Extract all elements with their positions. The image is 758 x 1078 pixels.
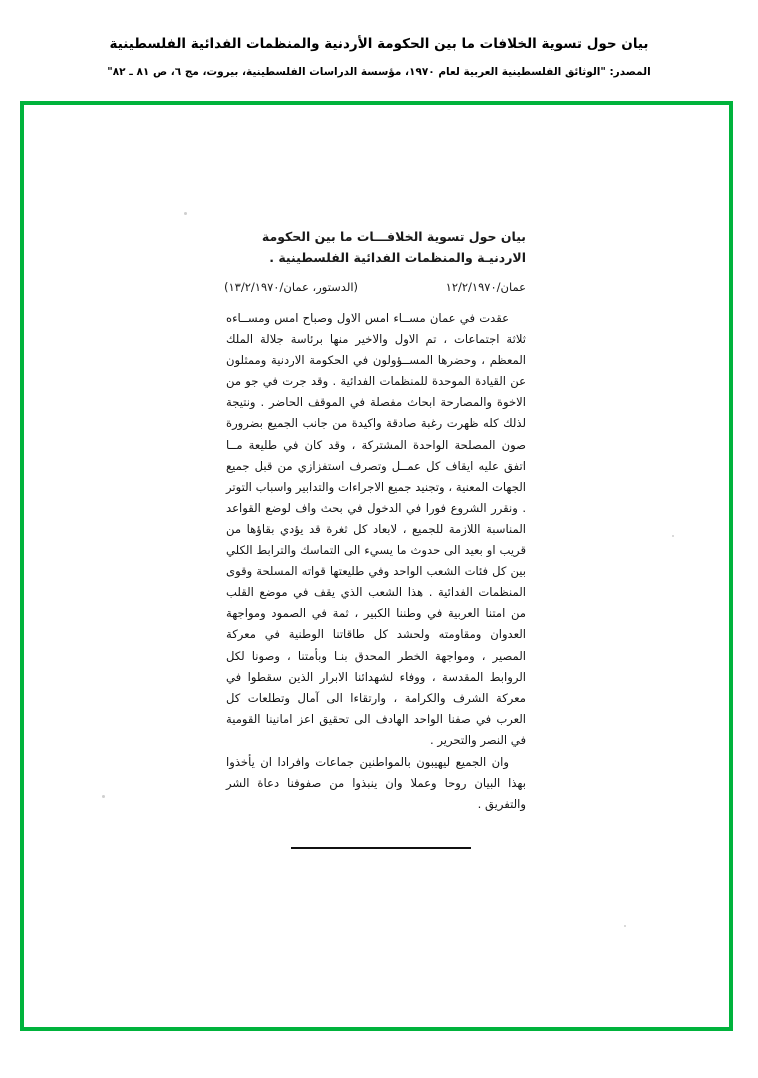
horizontal-rule <box>291 847 471 849</box>
page-header <box>0 0 758 80</box>
scan-speck <box>102 795 105 798</box>
scan-speck <box>184 212 187 215</box>
document-scan-area <box>24 105 729 1027</box>
source-reference: (الدستور، عمان/١٣/٢/١٩٧٠) <box>224 280 359 294</box>
document-dateline <box>224 280 526 294</box>
scan-speck <box>624 925 626 927</box>
document-heading: بيان حول تسوية الخلافـــات ما بين الحكومة الاردنيـة والمنظمات الفدائية الفلسطينية . <box>261 229 526 265</box>
page-title: بيان حول تسوية الخلافات ما بين الحكومة الأردنية والمنظمات الفدائية الفلسطينية <box>109 36 649 52</box>
document-frame <box>20 101 733 1031</box>
scan-speck <box>672 535 674 537</box>
scanned-document <box>24 105 729 1027</box>
place-date: عمان/١٢/٢/١٩٧٠ <box>445 280 526 294</box>
paragraph-1: عقدت في عمان مســاء امس الاول وصباح امس ومســاءه ثلاثة اجتماعات ، تم الاول والاخير منها برئاسة جلالة الملك المعظم ، وحضرها المســؤولون في الحكومة الاردنية وممثلون عن القيادة الموحدة للمنظمات الفدائية . وقد جرت في جو من الاخوة والمصارحة ابحاث مفصلة في الموقف الحاضر . ونتيجة لذلك كله ظهرت رغبة صادقة واكيدة من جانب الجميع بضرورة صون المصلحة الواحدة المشتركة ، وقد كان في طليعة مــا اتفق عليه ايقاف كل عمــل وتصرف استفزازي من قبل جميع الجهات المعنية ، وتجنيد جميع الاجراءات والتدابير واسباب التوتر . ونقرر الشروع فورا في الدخول في بحث واف لوضع القواعد المناسبة اللازمة للجميع ، لابعاد كل ثغرة قد يؤدي بقاؤها من قريب او بعيد الى حدوث ما يسيء الى التماسك والترابط الكلي بين كل فئات الشعب الواحد وفي طليعتها قواته المسلحة وقوى المنظمات الفدائية . هذا الشعب الذي يقف في موضع القلب من امتنا العربية في وطننا الكبير ، ثمة في الصمود ومواجهة العدوان ومقاومته ولحشد كل طاقاتنا الوطنية في معركة المصير ، ومواجهة الخطر المحدق بنـا وبأمتنا ، وصونا لكل الروابط المقدسة ، ووفاء لشهدائنا الابرار الذين سقطوا في معركة الشرف والكرامة ، وارتقاءا الى آمال وتطلعات كل العرب في صفنا الواحد الهادف الى تحقيق اعز امانينا القومية في النصر والتحرير . <box>226 311 526 747</box>
document-body <box>226 308 526 815</box>
paragraph-2: وان الجميع ليهيبون بالمواطنين جماعات وافرادا ان يأخذوا بهذا البيان روحا وعملا وان ينبذوا من صفوفنا دعاة الشر والتفريق . <box>226 754 526 812</box>
source-citation: المصدر: "الوثائق الفلسطينية العربية لعام ١٩٧٠، مؤسسة الدراسات الفلسطينية، بيروت، مج ٦، ص ٨١ ـ ٨٢" <box>107 66 651 79</box>
